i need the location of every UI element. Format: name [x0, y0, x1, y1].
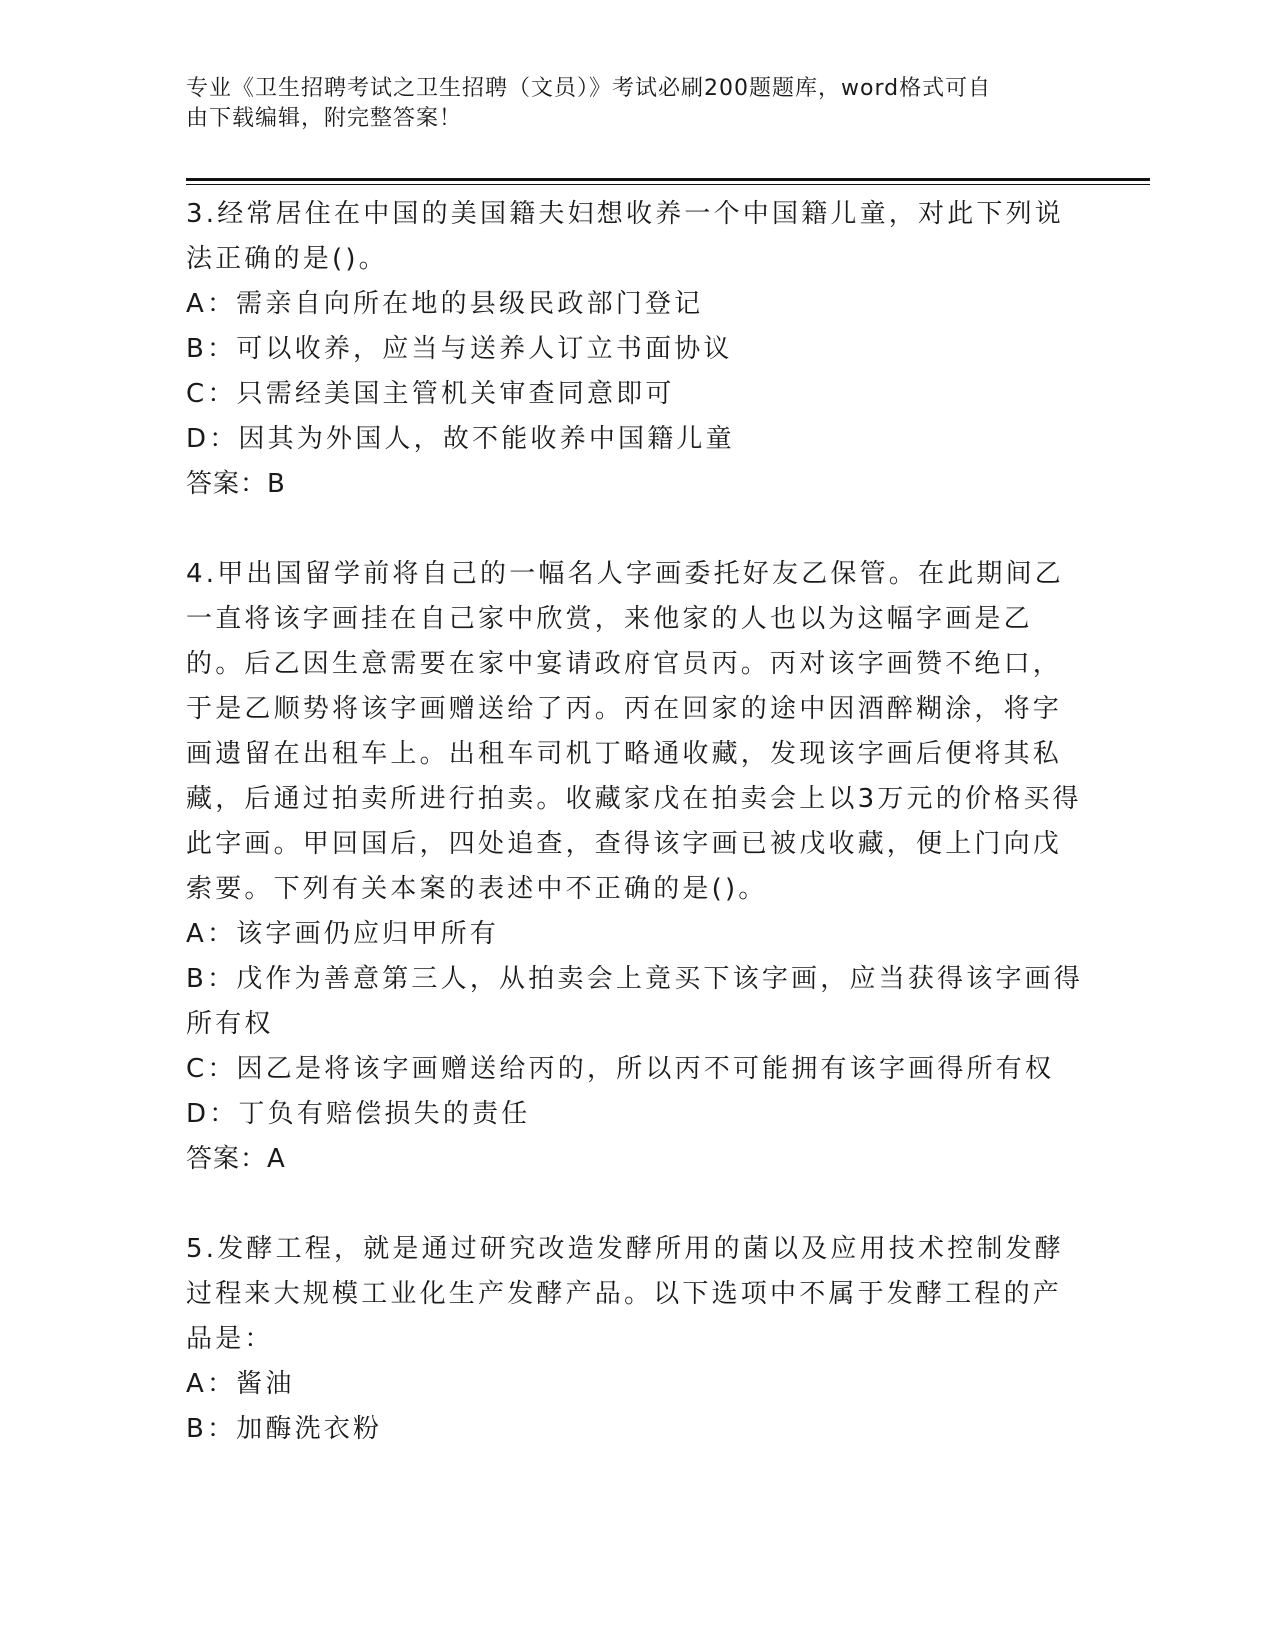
question-spacer	[186, 507, 1086, 552]
header-divider-thick	[186, 178, 1150, 181]
option-b: B：加酶洗衣粉	[186, 1414, 383, 1444]
question-list	[186, 192, 1086, 1452]
question-5	[186, 1227, 1086, 1452]
header-line-2: 由下载编辑，附完整答案！	[186, 106, 463, 131]
option-a: A：酱油	[186, 1369, 295, 1399]
option-b: B：可以收养，应当与送养人订立书面协议	[186, 334, 733, 364]
question-4	[186, 552, 1086, 1182]
option-b: B：戊作为善意第三人，从拍卖会上竟买下该字画，应当获得该字画得所有权	[186, 964, 1084, 1039]
option-a: A：需亲自向所在地的县级民政部门登记	[186, 289, 704, 319]
option-c: C：只需经美国主管机关审查同意即可	[186, 379, 675, 409]
answer: 答案：A	[186, 1144, 286, 1174]
header-line-1: 专业《卫生招聘考试之卫生招聘（文员）》考试必刷200题题库，word格式可自	[186, 76, 992, 101]
option-c: C：因乙是将该字画赠送给丙的，所以丙不可能拥有该字画得所有权	[186, 1054, 1055, 1084]
option-a: A：该字画仍应归甲所有	[186, 919, 499, 949]
header-divider-thin	[186, 184, 1150, 185]
question-3	[186, 192, 1086, 507]
question-text: 3.经常居住在中国的美国籍夫妇想收养一个中国籍儿童，对此下列说法正确的是()。	[186, 199, 1065, 274]
question-text: 4.甲出国留学前将自己的一幅名人字画委托好友乙保管。在此期间乙一直将该字画挂在自己家中欣赏，来他家的人也以为这幅字画是乙的。后乙因生意需要在家中宴请政府官员丙。丙对该字画赞不绝口，于是乙顺势将该字画赠送给了丙。丙在回家的途中因酒醉糊涂，将字画遗留在出租车上。出租车司机丁略通收藏，发现该字画后便将其私藏，后通过拍卖所进行拍卖。收藏家戊在拍卖会上以3万元的价格买得此字画。甲回国后，四处追查，查得该字画已被戊收藏，便上门向戊索要。下列有关本案的表述中不正确的是()。	[186, 559, 1082, 904]
document-header	[186, 74, 1066, 134]
question-text: 5.发酵工程，就是通过研究改造发酵所用的菌以及应用技术控制发酵过程来大规模工业化生产发酵产品。以下选项中不属于发酵工程的产品是：	[186, 1234, 1065, 1354]
question-spacer	[186, 1182, 1086, 1227]
option-d: D：因其为外国人，故不能收养中国籍儿童	[186, 424, 735, 454]
option-d: D：丁负有赔偿损失的责任	[186, 1099, 531, 1129]
answer: 答案：B	[186, 469, 286, 499]
